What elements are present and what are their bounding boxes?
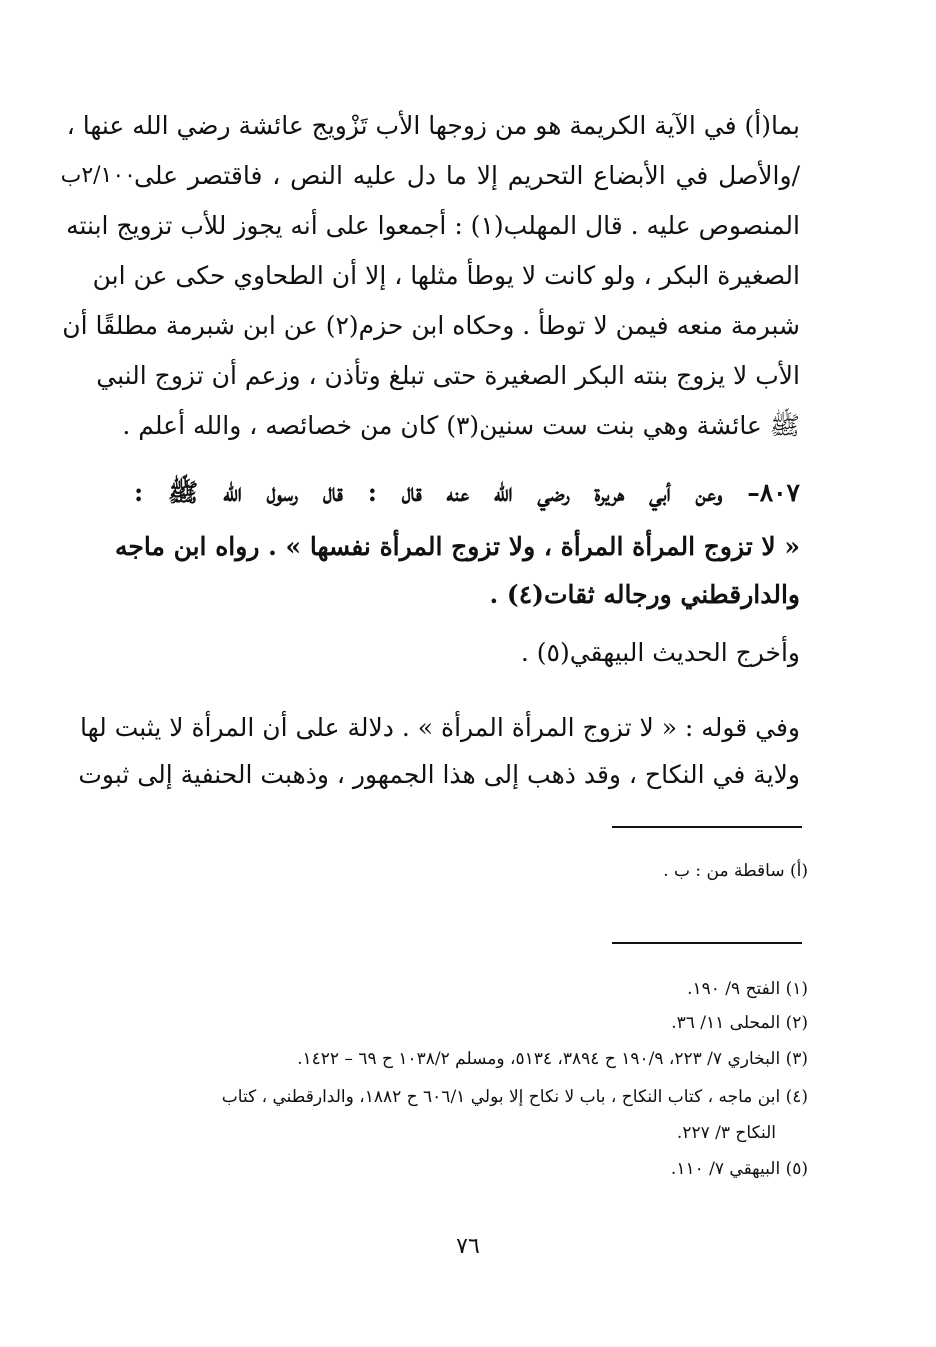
footnote: (٤) ابن ماجه ، كتاب النكاح ، باب لا نكاح إلا بولي ٦٠٦/١ ح ١٨٨٢، والدارقطني ، كتاب: [221, 1087, 808, 1107]
body-line: بما(أ) في الآية الكريمة هو من زوجها الأب تَزْويج عائشة رضي الله عنها ،: [66, 111, 800, 140]
manuscript-folio-note: ٢/١٠٠ب: [60, 163, 136, 188]
footnote-separator: [612, 826, 802, 828]
body-line: /والأصل في الأبضاع التحريم إلا ما دل عليه النص ، فاقتصر على: [134, 161, 800, 190]
hadith-line: « لا تزوج المرأة المرأة ، ولا تزوج المرأة نفسها » . رواه ابن ماجه: [115, 532, 800, 561]
footnote: (١) الفتح ٩/ ١٩٠.: [687, 979, 808, 999]
commentary-line: وفي قوله : « لا تزوج المرأة المرأة » . دلالة على أن المرأة لا يثبت لها: [80, 713, 800, 742]
page-number: ٧٦: [456, 1234, 480, 1259]
footnote-continuation: النكاح ٣/ ٢٢٧.: [676, 1123, 776, 1143]
body-line: المنصوص عليه . قال المهلب(١) : أجمعوا على أنه يجوز للأب تزويج ابنته: [66, 211, 800, 240]
footnote: (٢) المحلى ١١/ ٣٦.: [671, 1013, 808, 1033]
commentary-line: ولاية في النكاح ، وقد ذهب إلى هذا الجمهور ، وذهبت الحنفية إلى ثبوت: [78, 760, 800, 789]
body-line: شبرمة منعه فيمن لا توطأ . وحكاه ابن حزم(٢) عن ابن شبرمة مطلقًا أن: [62, 311, 800, 340]
hadith-line: والدارقطني ورجاله ثقات(٤) .: [489, 580, 800, 609]
body-line: ﷺ عائشة وهي بنت ست سنين(٣) كان من خصائصه ، والله أعلم .: [122, 411, 800, 440]
footnote-separator: [612, 942, 802, 944]
hadith-line: ٨٠٧– وعن أبي هريرة رضي الله عنه قال : قال رسول الله ﷺ :: [134, 478, 800, 507]
footnote: (٥) البيهقي ٧/ ١١٠.: [670, 1159, 808, 1179]
body-line: الأب لا يزوج بنته البكر الصغيرة حتى تبلغ وتأذن ، وزعم أن تزوج النبي: [96, 361, 800, 390]
body-line: وأخرج الحديث البيهقي(٥) .: [520, 638, 800, 667]
variant-note: (أ) ساقطة من : ب .: [663, 861, 808, 881]
body-line: الصغيرة البكر ، ولو كانت لا يوطأ مثلها ، إلا أن الطحاوي حكى عن ابن: [92, 261, 800, 290]
footnote: (٣) البخاري ٧/ ٢٢٣، ١٩٠/٩ ح ٣٨٩٤، ٥١٣٤، ومسلم ١٠٣٨/٢ ح ٦٩ – ١٤٢٢.: [297, 1049, 808, 1069]
